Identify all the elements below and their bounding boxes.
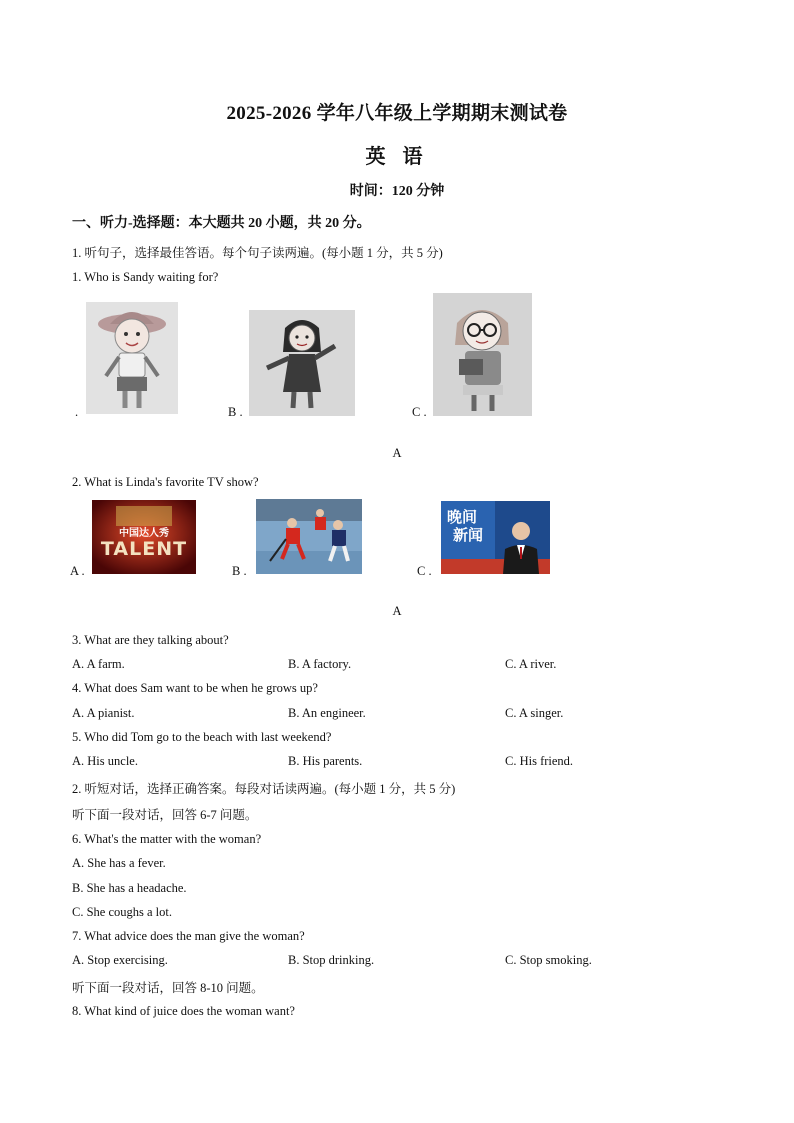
girl-gesturing-picture [249,310,355,416]
girl-with-glasses-picture [433,293,532,416]
q1-option-b-label: B . [228,405,243,419]
hockey-image [256,499,362,574]
q2-answer: A [392,604,402,618]
question-2: 2. What is Linda's favorite TV show? [72,475,259,489]
part1-instruction: 1. 听句子，选择最佳答语。每个句子读两遍。(每小题 1 分，共 5 分) [72,246,443,260]
dialog2-intro: 听下面一段对话，回答 8-10 问题。 [72,981,264,995]
girl-glasses-image [433,293,532,416]
field-hockey-picture [256,499,362,574]
exam-time: 时间：120 分钟 [349,184,445,199]
news-cn-text-1: 晚间 [447,508,478,526]
q6-option-a: A. She has a fever. [72,856,166,870]
news-show-image [441,501,550,574]
girl-with-hat-picture [86,302,178,414]
exam-title: 2025-2026 学年八年级上学期期末测试卷 [226,103,568,124]
q3-option-c: C. A river. [505,657,557,671]
question-4: 4. What does Sam want to be when he grows up? [72,681,318,695]
q2-option-a-label: A . [70,564,85,578]
q7-option-b: B. Stop drinking. [288,953,375,967]
girl-hat-image [86,302,178,414]
talent-en-text: TALENT [100,538,188,560]
q4-option-b: B. An engineer. [288,706,366,720]
q5-option-c: C. His friend. [505,754,574,768]
q6-option-c: C. She coughs a lot. [72,905,172,919]
q1-option-a-label: . [75,405,79,419]
q5-option-b: B. His parents. [288,754,363,768]
part2-instruction: 2. 听短对话，选择正确答案。每段对话读两遍。(每小题 1 分，共 5 分) [72,782,456,796]
q1-option-c-label: C . [412,405,427,419]
dialog1-intro: 听下面一段对话，回答 6-7 问题。 [72,808,258,822]
q5-option-a: A. His uncle. [72,754,138,768]
question-7: 7. What advice does the man give the woman? [72,929,305,943]
section-heading: 一、听力-选择题：本大题共 20 小题，共 20 分。 [72,216,371,231]
q6-option-b: B. She has a headache. [72,881,187,895]
q2-option-b-label: B . [232,564,247,578]
question-1: 1. Who is Sandy waiting for? [72,270,219,284]
q2-option-c-label: C . [417,564,432,578]
q7-option-c: C. Stop smoking. [505,953,592,967]
question-5: 5. Who did Tom go to the beach with last weekend? [72,730,332,744]
q3-option-a: A. A farm. [72,657,125,671]
q4-option-c: C. A singer. [505,706,564,720]
question-8: 8. What kind of juice does the woman want? [72,1004,295,1018]
q7-option-a: A. Stop exercising. [72,953,168,967]
girl-talking-image [249,310,355,416]
q1-answer: A [392,446,402,460]
news-cn-text-2: 新闻 [453,526,484,544]
q4-option-a: A. A pianist. [72,706,135,720]
talent-cn-text: 中国达人秀 [119,528,169,539]
question-6: 6. What's the matter with the woman? [72,832,262,846]
talent-show-image [92,500,196,574]
q3-option-b: B. A factory. [288,657,352,671]
question-3: 3. What are they talking about? [72,633,229,647]
exam-subject: 英 语 [365,146,429,168]
